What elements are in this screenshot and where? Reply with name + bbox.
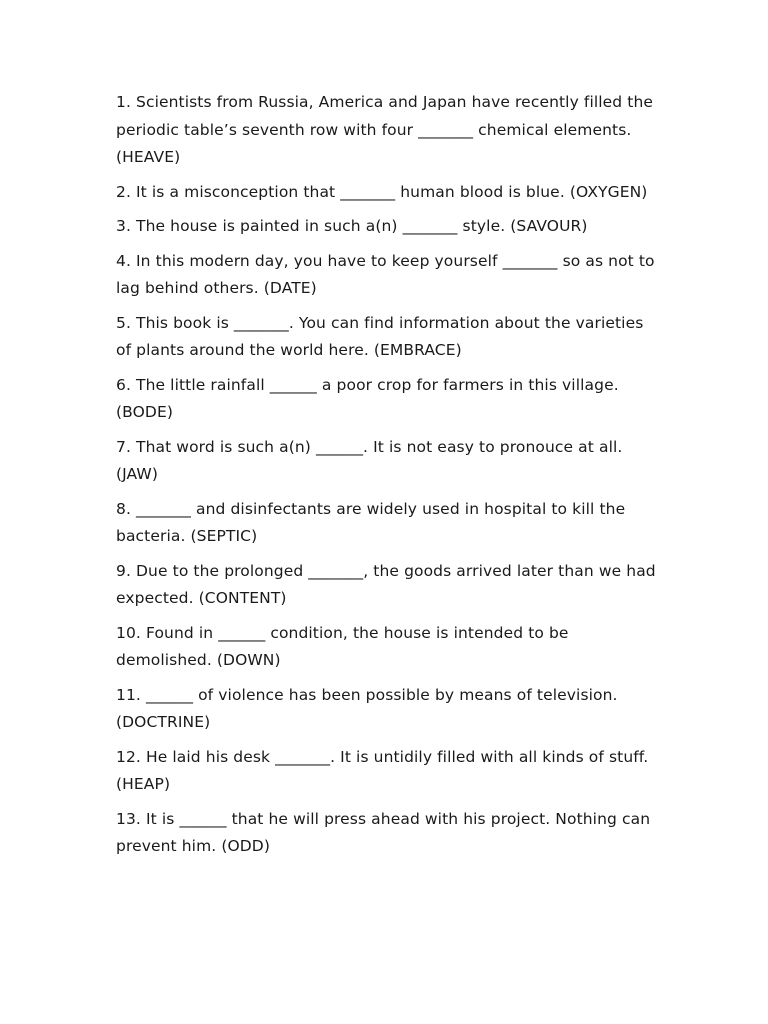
question-2: 2. It is a misconception that _______ human blood is blue. (OXYGEN) <box>116 182 648 201</box>
question-4: 4. In this modern day, you have to keep yourself _______ so as not to lag behind others. (DATE) <box>116 251 655 297</box>
question-13: 13. It is ______ that he will press ahead with his project. Nothing can prevent him. (ODD) <box>116 809 651 855</box>
question-6: 6. The little rainfall ______ a poor crop for farmers in this village. (BODE) <box>116 375 619 421</box>
question-8: 8. _______ and disinfectants are widely used in hospital to kill the bacteria. (SEPTIC) <box>116 499 626 545</box>
question-11: 11. ______ of violence has been possible by means of television. (DOCTRINE) <box>116 685 618 731</box>
question-list <box>116 89 656 868</box>
question-1: 1. Scientists from Russia, America and Japan have recently filled the periodic table’s seventh row with four _______ chemical elements. (HEAVE) <box>116 93 654 166</box>
question-10: 10. Found in ______ condition, the house is intended to be demolished. (DOWN) <box>116 623 569 669</box>
question-9: 9. Due to the prolonged _______, the goods arrived later than we had expected. (CONTENT) <box>116 561 656 607</box>
question-3: 3. The house is painted in such a(n) _______ style. (SAVOUR) <box>116 217 588 235</box>
question-12: 12. He laid his desk _______. It is untidily filled with all kinds of stuff. (HEAP) <box>116 747 649 793</box>
question-5: 5. This book is _______. You can find information about the varieties of plants around the world here. (EMBRACE) <box>116 313 644 359</box>
question-7: 7. That word is such a(n) ______. It is not easy to pronouce at all. (JAW) <box>116 437 623 483</box>
